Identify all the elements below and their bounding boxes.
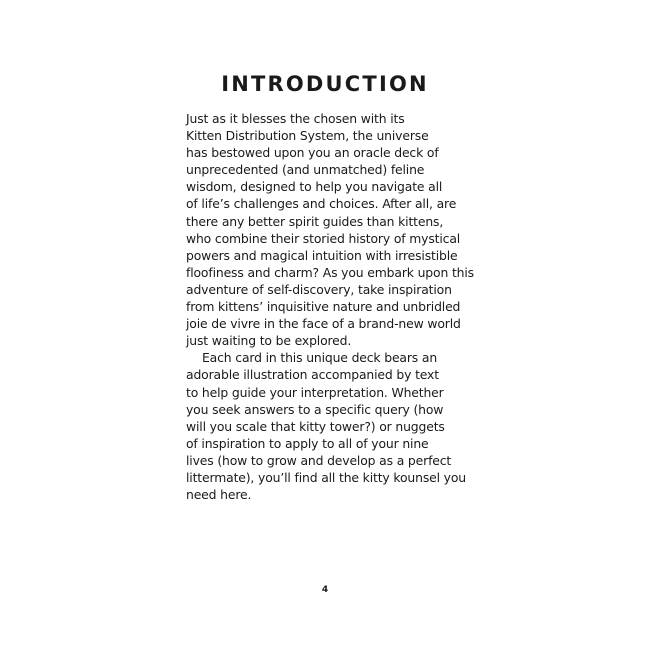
paragraph-1-line: unprecedented (and unmatched) feline	[186, 162, 425, 178]
paragraph-1-line: powers and magical intuition with irresistible	[186, 247, 458, 263]
paragraph-1-line: has bestowed upon you an oracle deck of	[186, 145, 439, 161]
paragraph-2-line: littermate), you’ll find all the kitty kounsel you	[186, 469, 466, 485]
paragraph-1-line: Kitten Distribution System, the universe	[186, 128, 429, 144]
paragraph-2-line: to help guide your interpretation. Whether	[186, 384, 444, 400]
paragraph-2-line: lives (how to grow and develop as a perfect	[186, 452, 452, 468]
page-number: 4	[321, 585, 329, 595]
paragraph-1-line: Just as it blesses the chosen with its	[186, 111, 405, 126]
paragraph-1-line: there any better spirit guides than kittens,	[186, 213, 444, 229]
paragraph-2-line: you seek answers to a specific query (how	[186, 401, 444, 417]
paragraph-2-line: of inspiration to apply to all of your nine	[186, 435, 429, 451]
paragraph-1-line: floofiness and charm? As you embark upon this	[186, 264, 474, 280]
paragraph-2-line: adorable illustration accompanied by text	[186, 367, 439, 383]
paragraph-1-line: just waiting to be explored.	[186, 333, 352, 349]
paragraph-2-line: need here.	[186, 487, 252, 503]
paragraph-1-line: joie de vivre in the face of a brand-new world	[186, 316, 461, 332]
paragraph-1-line: of life’s challenges and choices. After all, are	[186, 196, 457, 212]
paragraph-1-line: who combine their storied history of mystical	[186, 230, 461, 246]
paragraph-1-line: from kittens’ inquisitive nature and unbridled	[186, 299, 461, 315]
body-text	[186, 110, 476, 503]
paragraph-2-line: Each card in this unique deck bears an	[202, 350, 438, 366]
paragraph-1-line: adventure of self-discovery, take inspiration	[186, 281, 452, 297]
page-title: INTRODUCTION	[221, 72, 429, 96]
paragraph-2-line: will you scale that kitty tower?) or nuggets	[186, 418, 445, 434]
paragraph-1-line: wisdom, designed to help you navigate all	[186, 179, 443, 195]
